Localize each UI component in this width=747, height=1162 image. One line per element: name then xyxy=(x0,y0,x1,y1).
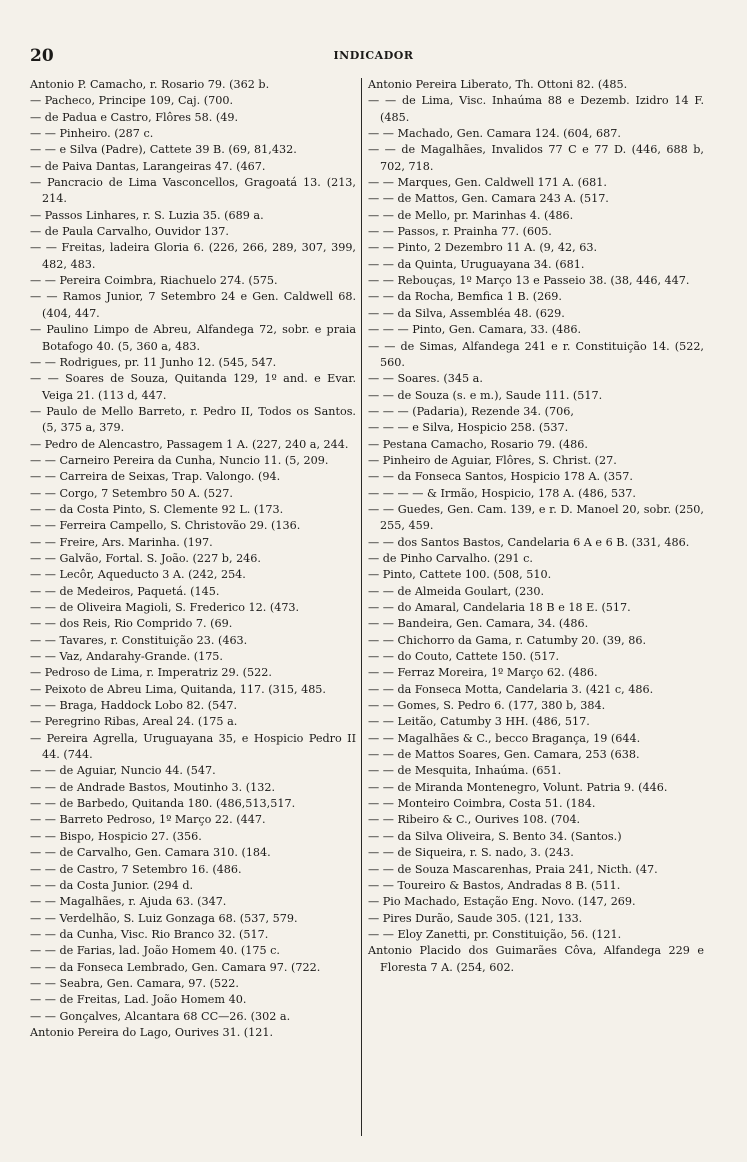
directory-entry: — — Verdelhão, S. Luiz Gonzaga 68. (537, 579. xyxy=(30,911,298,925)
directory-entry: — — Ferraz Moreira, 1º Março 62. (486. xyxy=(368,666,598,680)
directory-entry: — — Ramos Junior, 7 Setembro 24 e Gen. Caldwell 68. (404, 447. xyxy=(30,290,356,320)
directory-entry: — — Leitão, Catumby 3 HH. (486, 517. xyxy=(368,715,590,729)
directory-entry: — Pancracio de Lima Vasconcellos, Gragoatá 13. (213, 214. xyxy=(30,176,356,206)
directory-entry: — — Braga, Haddock Lobo 82. (547. xyxy=(30,699,237,713)
directory-entry: — Pedroso de Lima, r. Imperatriz 29. (522. xyxy=(30,666,272,680)
directory-entry: — — Rodrigues, pr. 11 Junho 12. (545, 547. xyxy=(30,355,277,369)
directory-entry: Antonio Pereira do Lago, Ourives 31. (121. xyxy=(30,1025,274,1039)
page-number: 20 xyxy=(30,46,54,66)
directory-entry: — — de Andrade Bastos, Moutinho 3. (132. xyxy=(30,780,276,794)
directory-entry: — Pinto, Cattete 100. (508, 510. xyxy=(368,568,552,582)
directory-entry: — Pestana Camacho, Rosario 79. (486. xyxy=(368,437,588,451)
directory-entry: — — de Magalhães, Invalidos 77 C e 77 D. (446, 688 b, 702, 718. xyxy=(368,143,704,173)
directory-entry: — — da Fonseca Lembrado, Gen. Camara 97. (722. xyxy=(30,960,321,974)
directory-entry: — — de Almeida Goulart, (230. xyxy=(368,584,545,598)
directory-entry: — — de Carvalho, Gen. Camara 310. (184. xyxy=(30,846,271,860)
directory-entry: — Pires Durão, Saude 305. (121, 133. xyxy=(368,911,583,925)
directory-entry: — — do Couto, Cattete 150. (517. xyxy=(368,650,560,664)
right-column xyxy=(368,77,704,976)
left-column xyxy=(30,77,356,1041)
directory-entry: — — de Oliveira Magioli, S. Frederico 12. (473. xyxy=(30,601,300,614)
directory-entry: — Peregrino Ribas, Areal 24. (175 a. xyxy=(30,715,238,729)
directory-entry: — — Gomes, S. Pedro 6. (177, 380 b, 384. xyxy=(368,699,606,713)
directory-entry: — — Gonçalves, Alcantara 68 CC—26. (302 a. xyxy=(30,1009,291,1023)
directory-entry: — — de Castro, 7 Setembro 16. (486. xyxy=(30,862,242,876)
directory-entry: — — de Freitas, Lad. João Homem 40. xyxy=(30,993,247,1007)
directory-entry: — — Freitas, ladeira Gloria 6. (226, 266, 289, 307, 399, 482, 483. xyxy=(30,241,356,271)
column-divider xyxy=(361,78,362,1136)
directory-entry: — de Paula Carvalho, Ouvidor 137. xyxy=(30,225,229,239)
directory-entry: — — de Siqueira, r. S. nado, 3. (243. xyxy=(368,846,574,860)
directory-entry: Antonio Placido dos Guimarães Côva, Alfandega 229 e Floresta 7 A. (254, 602. xyxy=(368,944,704,974)
directory-entry: — — — (Padaria), Rezende 34. (706, xyxy=(368,404,574,418)
directory-entry: — — de Mesquita, Inhaúma. (651. xyxy=(368,764,562,778)
directory-entry: — — de Souza Mascarenhas, Praia 241, Nicth. (47. xyxy=(368,862,658,876)
directory-entry: — — Marques, Gen. Caldwell 171 A. (681. xyxy=(368,176,607,190)
directory-entry: — — Carneiro Pereira da Cunha, Nuncio 11. (5, 209. xyxy=(30,453,329,467)
directory-entry: — — — Pinto, Gen. Camara, 33. (486. xyxy=(368,323,582,337)
directory-entry: — — da Fonseca Santos, Hospicio 178 A. (357. xyxy=(368,470,633,484)
directory-entry: — — Seabra, Gen. Camara, 97. (522. xyxy=(30,976,239,990)
directory-entry: — — Barreto Pedroso, 1º Março 22. (447. xyxy=(30,813,266,827)
directory-entry: — — de Lima, Visc. Inhaúma 88 e Dezemb. Izidro 14 F. (485. xyxy=(368,94,704,124)
directory-entry: — Passos Linhares, r. S. Luzia 35. (689 a. xyxy=(30,208,264,222)
directory-entry: — — e Silva (Padre), Cattete 39 B. (69, 81,432. xyxy=(30,143,297,157)
directory-entry: — — Eloy Zanetti, pr. Constituição, 56. (121. xyxy=(368,927,622,941)
directory-entry: — — Chichorro da Gama, r. Catumby 20. (39, 86. xyxy=(368,633,647,647)
directory-entry: — de Pinho Carvalho. (291 c. xyxy=(368,551,533,565)
directory-entry: — — de Mattos Soares, Gen. Camara, 253 (638. xyxy=(368,748,640,762)
directory-entry: — — de Simas, Alfandega 241 e r. Constituição 14. (522, 560. xyxy=(368,339,704,369)
directory-entry: — Pereira Agrella, Uruguayana 35, e Hospicio Pedro II 44. (744. xyxy=(30,731,356,762)
directory-entry: — Paulino Limpo de Abreu, Alfandega 72, sobr. e praia Botafogo 40. (5, 360 a, 483. xyxy=(30,323,356,353)
directory-entry: — — Tavares, r. Constituição 23. (463. xyxy=(30,633,248,647)
directory-entry: — — Freire, Ars. Marinha. (197. xyxy=(30,535,213,549)
directory-entry: — — de Barbedo, Quitanda 180. (486,513,517. xyxy=(30,797,296,811)
directory-entry: — — do Amaral, Candelaria 18 B e 18 E. (517. xyxy=(368,601,631,614)
directory-entry: — — Toureiro & Bastos, Andradas 8 B. (511. xyxy=(368,878,621,892)
directory-entry: Antonio Pereira Liberato, Th. Ottoni 82. (485. xyxy=(368,78,628,91)
directory-entry: — — de Farias, lad. João Homem 40. (175 c. xyxy=(30,944,280,958)
directory-entry: — — de Miranda Montenegro, Volunt. Patria 9. (446. xyxy=(368,780,668,794)
directory-entry: — Pacheco, Principe 109, Caj. (700. xyxy=(30,94,234,108)
directory-entry: — — Bandeira, Gen. Camara, 34. (486. xyxy=(368,617,589,631)
directory-entry: — — Guedes, Gen. Cam. 139, e r. D. Manoel 20, sobr. (250, 255, 459. xyxy=(368,502,704,533)
directory-entry: — Pedro de Alencastro, Passagem 1 A. (227, 240 a, 244. xyxy=(30,437,349,451)
directory-entry: — — de Mello, pr. Marinhas 4. (486. xyxy=(368,208,574,222)
directory-entry: — — Galvão, Fortal. S. João. (227 b, 246. xyxy=(30,551,261,565)
directory-entry: — — Machado, Gen. Camara 124. (604, 687. xyxy=(368,127,621,141)
directory-entry: — — da Silva, Assembléa 48. (629. xyxy=(368,306,565,320)
directory-entry: — — da Cunha, Visc. Rio Branco 32. (517. xyxy=(30,927,269,941)
directory-entry: — — Monteiro Coimbra, Costa 51. (184. xyxy=(368,797,596,811)
directory-entry: — — Carreira de Seixas, Trap. Valongo. (94. xyxy=(30,470,281,484)
directory-entry: — — de Souza (s. e m.), Saude 111. (517. xyxy=(368,388,603,402)
directory-entry: — — Rebouças, 1º Março 13 e Passeio 38. (38, 446, 447. xyxy=(368,274,690,288)
directory-entry: — — de Mattos, Gen. Camara 243 A. (517. xyxy=(368,192,609,206)
directory-entry: — — — — & Irmão, Hospicio, 178 A. (486, 537. xyxy=(368,486,636,500)
directory-entry: — — da Costa Junior. (294 d. xyxy=(30,878,194,892)
directory-entry: — — Soares. (345 a. xyxy=(368,372,483,386)
directory-entry: — — dos Reis, Rio Comprido 7. (69. xyxy=(30,617,233,631)
directory-entry: — — Ferreira Campello, S. Christovão 29. (136. xyxy=(30,519,301,533)
directory-entry: — Peixoto de Abreu Lima, Quitanda, 117. (315, 485. xyxy=(30,682,326,696)
directory-entry: — — Vaz, Andarahy-Grande. (175. xyxy=(30,650,223,664)
directory-entry: — — Lecôr, Aqueducto 3 A. (242, 254. xyxy=(30,568,246,582)
directory-entry: — — dos Santos Bastos, Candelaria 6 A e 6 B. (331, 486. xyxy=(368,535,690,549)
directory-entry: — — da Silva Oliveira, S. Bento 34. (Santos.) xyxy=(368,829,622,843)
directory-entry: — — Soares de Souza, Quitanda 129, 1º and. e Evar. Veiga 21. (113 d, 447. xyxy=(30,372,356,402)
directory-entry: — Pio Machado, Estação Eng. Novo. (147, 269. xyxy=(368,895,636,909)
directory-entry: — — de Medeiros, Paquetá. (145. xyxy=(30,584,220,598)
running-head: INDICADOR xyxy=(333,49,414,62)
directory-entry: — — da Rocha, Bemfica 1 B. (269. xyxy=(368,290,562,304)
page-header xyxy=(30,46,717,68)
directory-entry: — — Ribeiro & C., Ourives 108. (704. xyxy=(368,813,581,827)
directory-entry: — — Pereira Coimbra, Riachuelo 274. (575. xyxy=(30,274,278,288)
directory-entry: — de Paiva Dantas, Larangeiras 47. (467. xyxy=(30,159,266,173)
directory-entry: — — de Aguiar, Nuncio 44. (547. xyxy=(30,764,216,778)
directory-entry: — Pinheiro de Aguiar, Flôres, S. Christ. (27. xyxy=(368,453,617,467)
directory-entry: — de Padua e Castro, Flôres 58. (49. xyxy=(30,110,239,124)
directory-entry: — Paulo de Mello Barreto, r. Pedro II, Todos os Santos. (5, 375 a, 379. xyxy=(30,404,356,435)
directory-entry: — — Magalhães & C., becco Bragança, 19 (644. xyxy=(368,731,641,745)
directory-entry: — — Passos, r. Prainha 77. (605. xyxy=(368,225,552,239)
directory-entry: — — Pinheiro. (287 c. xyxy=(30,127,154,141)
directory-entry: — — — e Silva, Hospicio 258. (537. xyxy=(368,421,569,435)
directory-entry: Antonio P. Camacho, r. Rosario 79. (362 b. xyxy=(30,78,270,91)
directory-entry: — — da Fonseca Motta, Candelaria 3. (421 c, 486. xyxy=(368,682,654,696)
directory-entry: — — da Quinta, Uruguayana 34. (681. xyxy=(368,257,585,271)
directory-entry: — — Magalhães, r. Ajuda 63. (347. xyxy=(30,895,227,909)
directory-entry: — — da Costa Pinto, S. Clemente 92 L. (173. xyxy=(30,502,284,516)
directory-entry: — — Pinto, 2 Dezembro 11 A. (9, 42, 63. xyxy=(368,241,598,255)
directory-entry: — — Bispo, Hospicio 27. (356. xyxy=(30,829,202,843)
directory-entry: — — Corgo, 7 Setembro 50 A. (527. xyxy=(30,486,233,500)
